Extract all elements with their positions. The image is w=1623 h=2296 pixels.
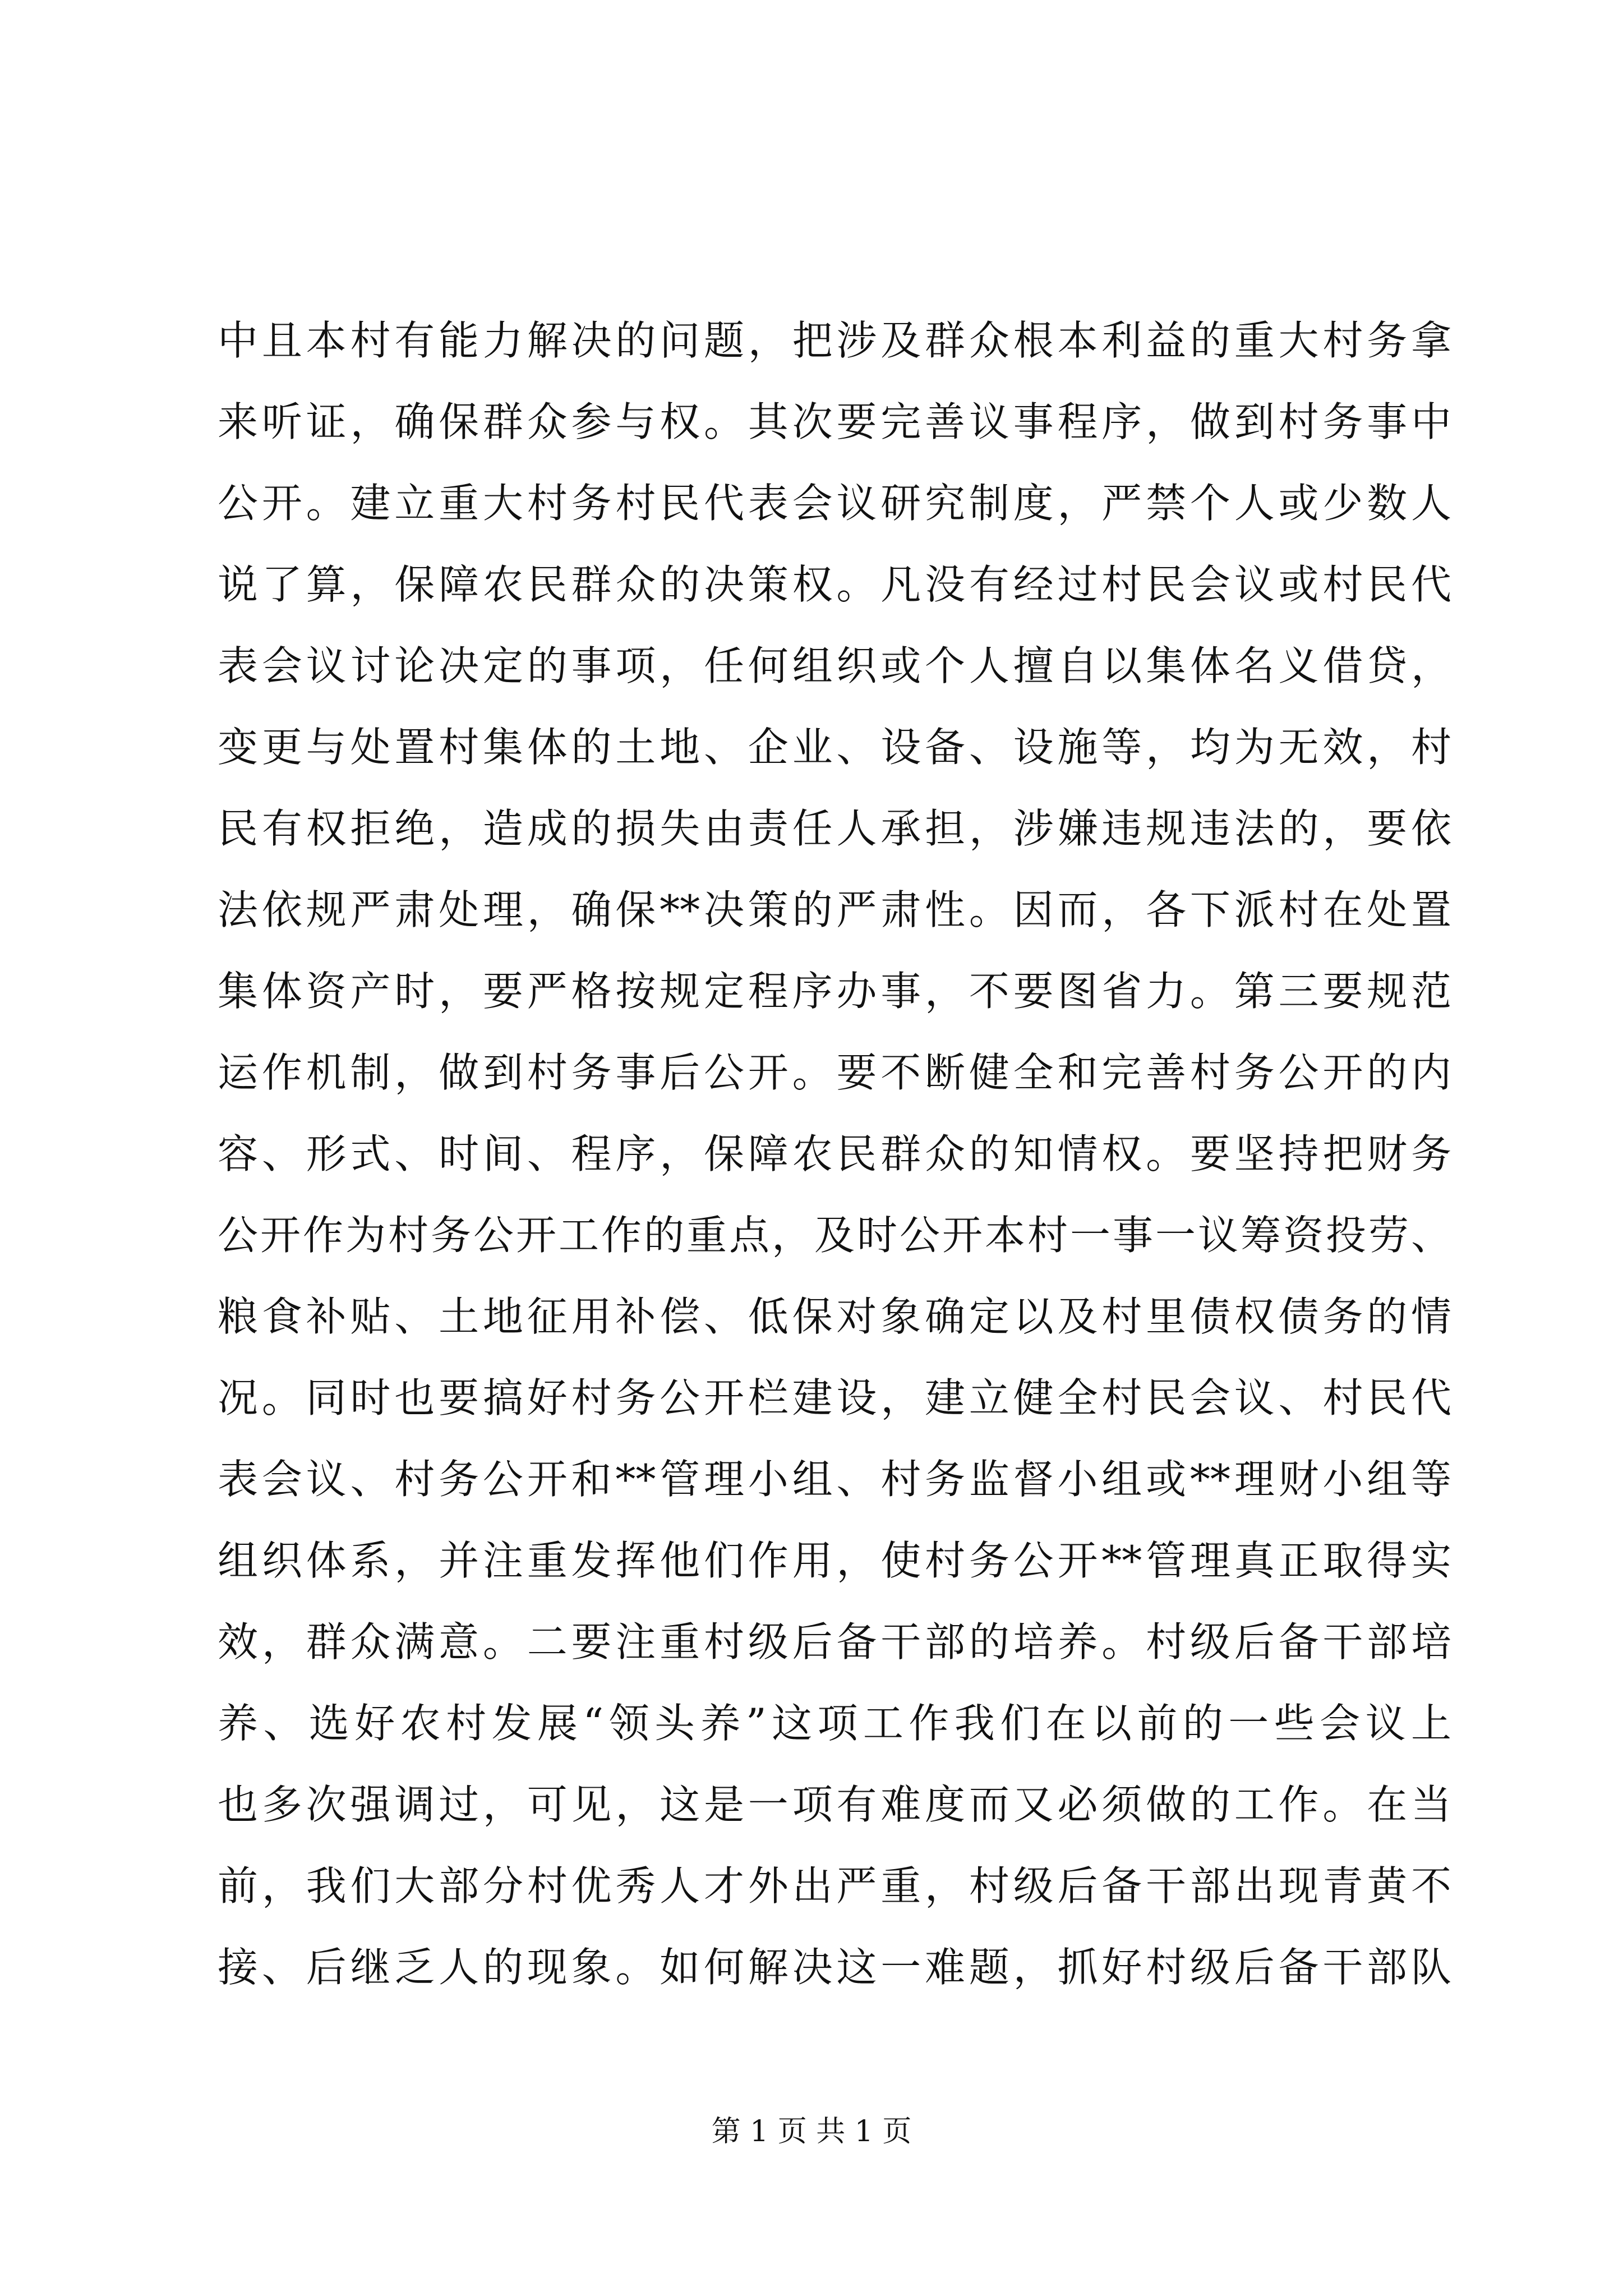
body-text (218, 300, 1451, 2008)
text-line: 表会议、村务公开和**管理小组、村务监督小组或**理财小组等 (218, 1456, 1451, 1503)
text-line: 来听证，确保群众参与权。其次要完善议事程序，做到村务事中 (218, 398, 1451, 445)
text-line: 前，我们大部分村优秀人才外出严重，村级后备干部出现青黄不 (218, 1862, 1451, 1910)
text-line: 也多次强调过，可见，这是一项有难度而又必须做的工作。在当 (218, 1781, 1451, 1828)
text-line: 运作机制，做到村务事后公开。要不断健全和完善村务公开的内 (218, 1049, 1451, 1096)
text-line: 接、后继乏人的现象。如何解决这一难题，抓好村级后备干部队 (218, 1944, 1451, 1991)
text-line: 公开作为村务公开工作的重点，及时公开本村一事一议筹资投劳、 (218, 1212, 1451, 1259)
text-line: 中且本村有能力解决的问题，把涉及群众根本利益的重大村务拿 (218, 317, 1451, 364)
text-line: 组织体系，并注重发挥他们作用，使村务公开**管理真正取得实 (218, 1537, 1451, 1584)
page-footer (0, 2109, 1623, 2154)
text-line: 养、选好农村发展“领头养”这项工作我们在以前的一些会议上 (218, 1700, 1451, 1747)
text-line: 况。同时也要搞好村务公开栏建设，建立健全村民会议、村民代 (218, 1374, 1451, 1421)
text-line: 说了算，保障农民群众的决策权。凡没有经过村民会议或村民代 (218, 561, 1451, 608)
text-line: 表会议讨论决定的事项，任何组织或个人擅自以集体名义借贷， (218, 642, 1451, 689)
text-line: 效，群众满意。二要注重村级后备干部的培养。村级后备干部培 (218, 1618, 1451, 1665)
text-line: 公开。建立重大村务村民代表会议研究制度，严禁个人或少数人 (218, 480, 1451, 527)
text-line: 粮食补贴、土地征用补偿、低保对象确定以及村里债权债务的情 (218, 1293, 1451, 1340)
text-line: 民有权拒绝，造成的损失由责任人承担，涉嫌违规违法的，要依 (218, 805, 1451, 852)
text-line: 法依规严肃处理，确保**决策的严肃性。因而，各下派村在处置 (218, 886, 1451, 933)
text-line: 容、形式、时间、程序，保障农民群众的知情权。要坚持把财务 (218, 1130, 1451, 1177)
text-line: 集体资产时，要严格按规定程序办事，不要图省力。第三要规范 (218, 968, 1451, 1015)
text-line: 变更与处置村集体的土地、企业、设备、设施等，均为无效，村 (218, 724, 1451, 771)
page-number: 第 1 页 共 1 页 (711, 2115, 912, 2148)
